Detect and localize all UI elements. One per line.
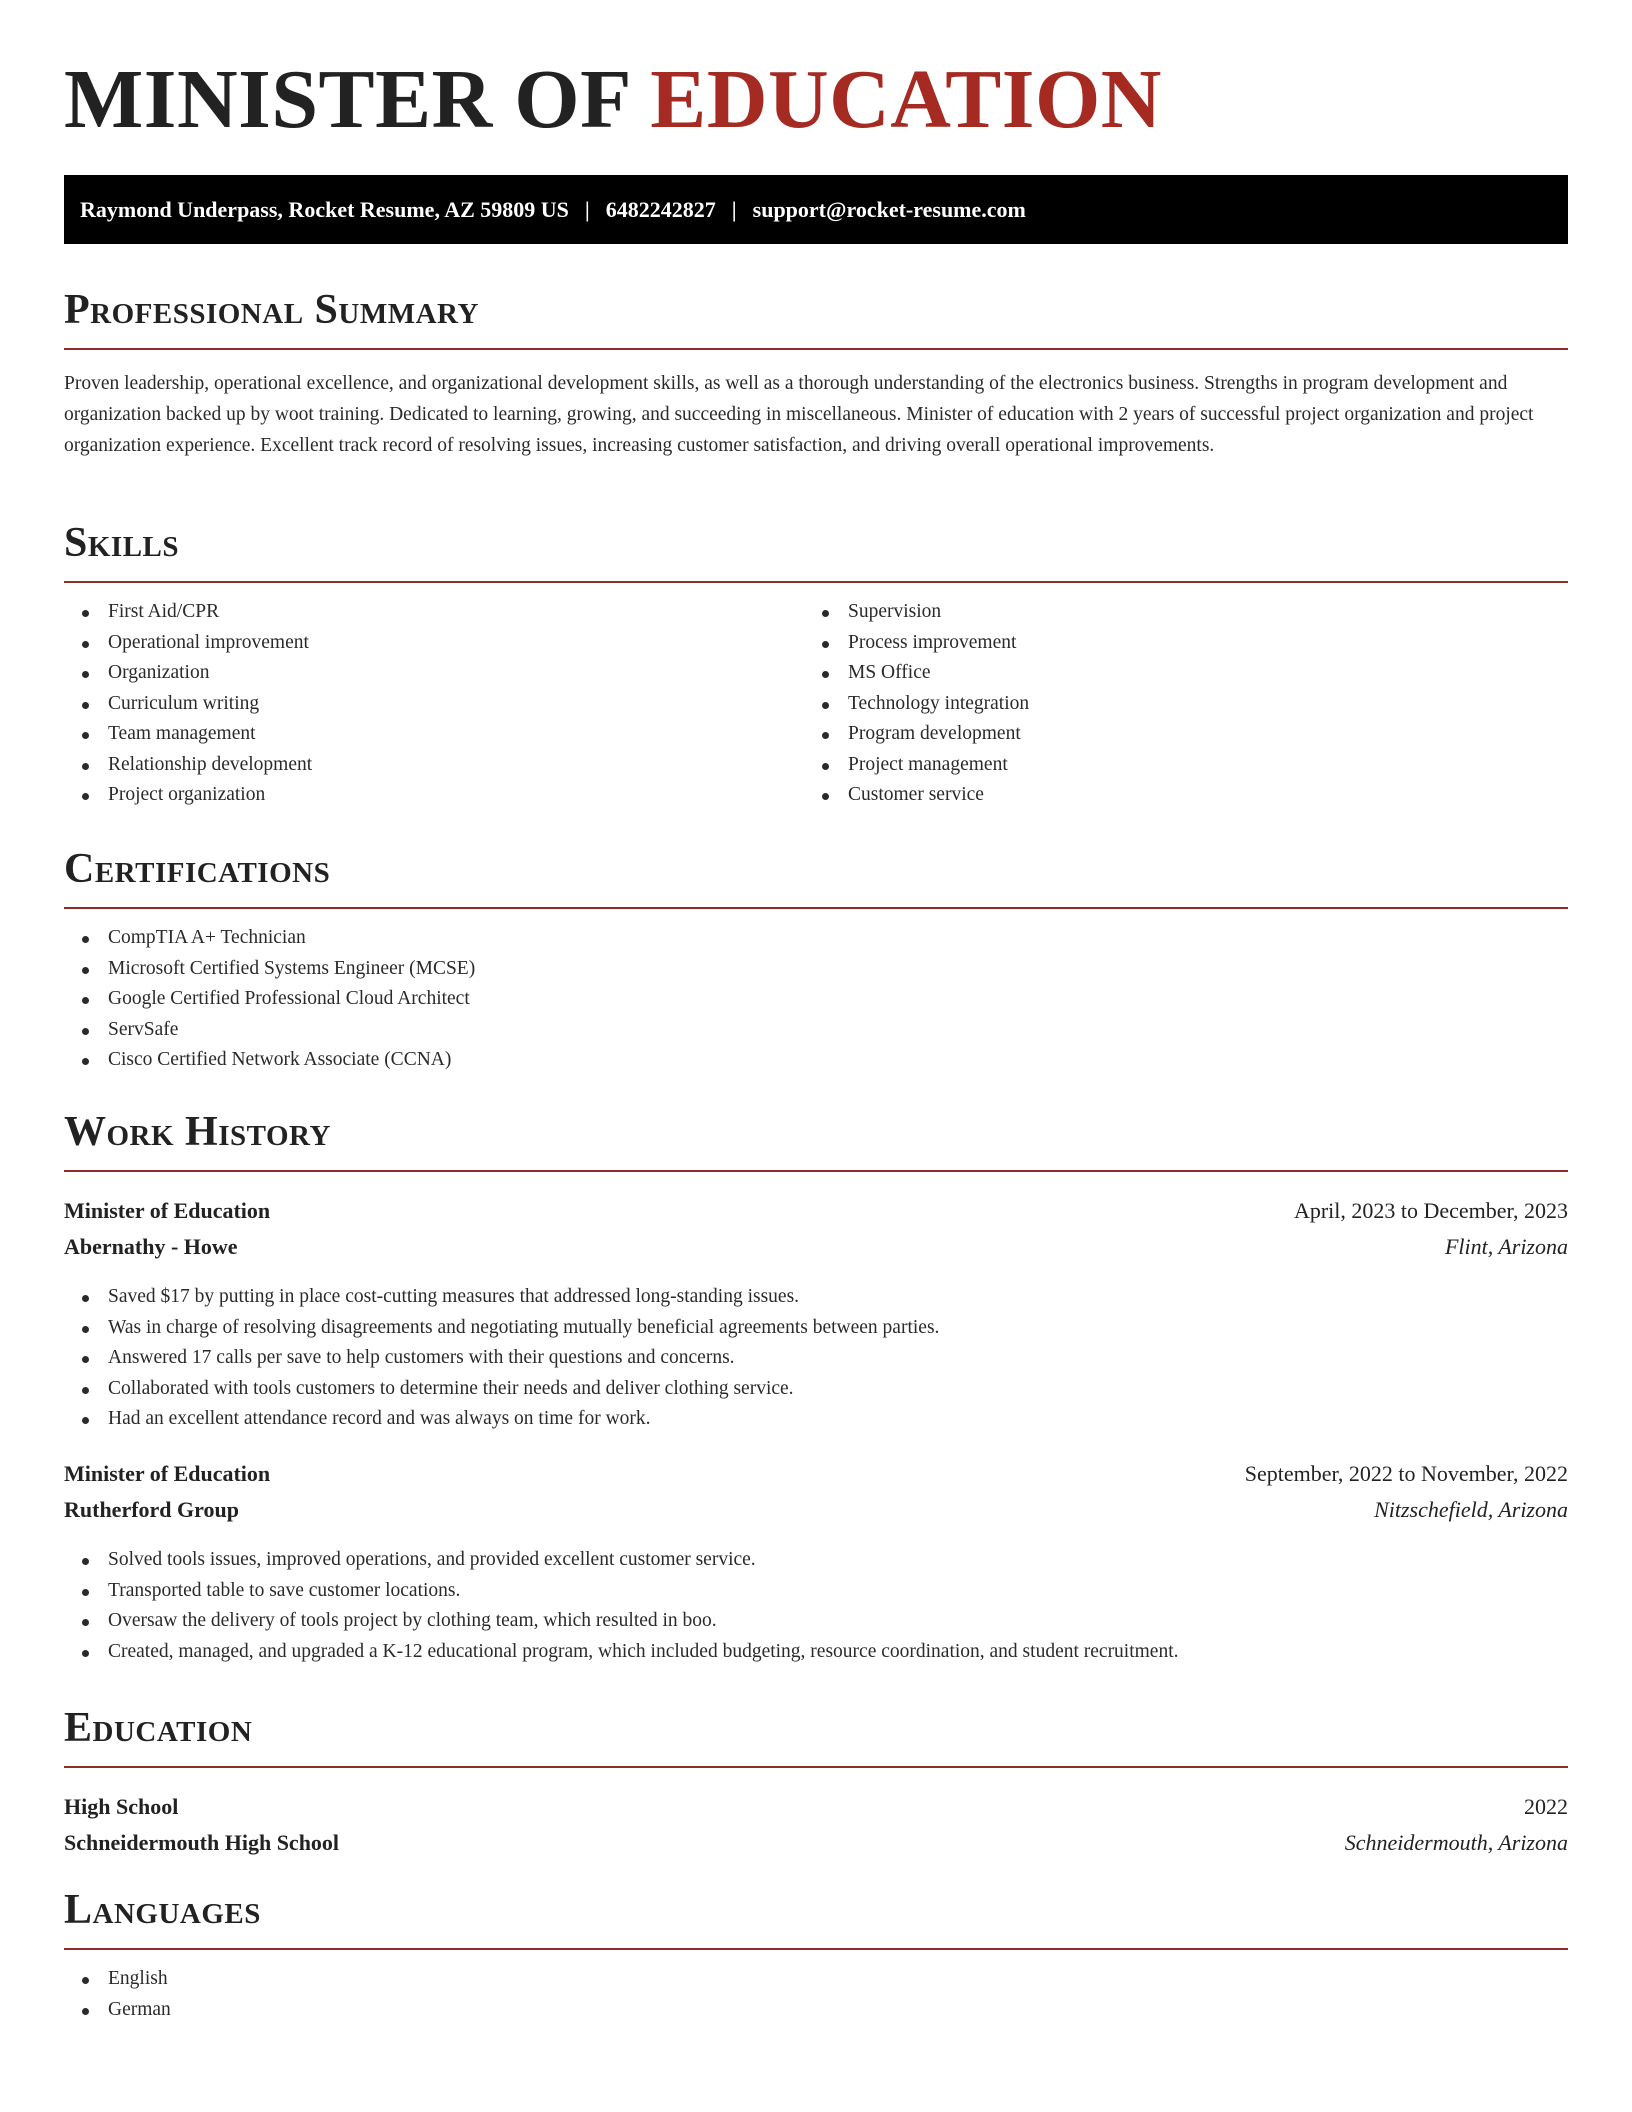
education-school: Schneidermouth High School — [64, 1830, 340, 1855]
skill-item: Project management — [804, 750, 1544, 781]
section-divider — [64, 348, 1568, 350]
job-bullets — [64, 1545, 1568, 1667]
section-divider — [64, 907, 1568, 909]
contact-separator: | — [584, 196, 590, 222]
certifications-list — [64, 923, 1568, 1076]
skills-list-right — [804, 597, 1544, 811]
language-item: English — [64, 1964, 1568, 1995]
contact-email: support@rocket-resume.com — [752, 196, 1026, 222]
skill-item: Program development — [804, 719, 1544, 750]
language-item: German — [64, 1995, 1568, 2026]
job-dates: September, 2022 to November, 2022 — [1244, 1461, 1568, 1486]
job-company-row — [64, 1232, 1568, 1262]
contact-phone: 6482242827 — [605, 196, 716, 222]
job-bullet: Collaborated with tools customers to determine their needs and deliver clothing service. — [64, 1374, 1568, 1405]
education-year: 2022 — [1524, 1794, 1568, 1819]
job-location: Nitzschefield, Arizona — [1374, 1497, 1568, 1522]
job-company: Abernathy - Howe — [64, 1234, 238, 1259]
languages-list — [64, 1964, 1568, 2025]
skill-item: Technology integration — [804, 689, 1544, 720]
skill-item: MS Office — [804, 658, 1544, 689]
skills-heading: Skills — [64, 520, 180, 566]
job-bullet: Transported table to save customer locations. — [64, 1576, 1568, 1607]
job-bullet: Was in charge of resolving disagreements and negotiating mutually beneficial agreements between parties. — [64, 1313, 1568, 1344]
job-bullets — [64, 1282, 1568, 1435]
job-bullet: Created, managed, and upgraded a K-12 educational program, which included budgeting, resource coordination, and student recruitment. — [64, 1637, 1568, 1668]
title-part-1: MINISTER OF — [64, 53, 629, 146]
skill-item: Supervision — [804, 597, 1544, 628]
certification-item: Google Certified Professional Cloud Architect — [64, 984, 1568, 1015]
job-location: Flint, Arizona — [1444, 1234, 1568, 1259]
job-bullet: Solved tools issues, improved operations, and provided excellent customer service. — [64, 1545, 1568, 1576]
contact-address: Raymond Underpass, Rocket Resume, AZ 59809 US — [80, 196, 569, 222]
education-degree: High School — [64, 1794, 179, 1819]
skill-item: Operational improvement — [64, 628, 804, 659]
skill-item: Customer service — [804, 780, 1544, 811]
contact-bar — [64, 175, 1568, 244]
job-bullet: Saved $17 by putting in place cost-cutting measures that addressed long-standing issues. — [64, 1282, 1568, 1313]
section-divider — [64, 1948, 1568, 1950]
skill-item: Team management — [64, 719, 804, 750]
skill-item: First Aid/CPR — [64, 597, 804, 628]
languages-heading: Languages — [64, 1887, 261, 1933]
certifications-heading: Certifications — [64, 846, 331, 892]
skill-item: Process improvement — [804, 628, 1544, 659]
skills-list-left — [64, 597, 804, 811]
job-title: Minister of Education — [64, 1461, 271, 1486]
job-company-row — [64, 1495, 1568, 1525]
certification-item: Cisco Certified Network Associate (CCNA) — [64, 1045, 1568, 1076]
job-title: Minister of Education — [64, 1198, 271, 1223]
job-header-row — [64, 1459, 1568, 1489]
job-bullet: Answered 17 calls per save to help customers with their questions and concerns. — [64, 1343, 1568, 1374]
job-bullet: Had an excellent attendance record and was always on time for work. — [64, 1404, 1568, 1435]
summary-text: Proven leadership, operational excellence, and organizational development skills, as well as a thorough understanding of the electronics business. Strengths in program development and organization backed up by woot training. Dedicated to learning, growing, and succeeding in miscellaneous. Minister of education with 2 years of successful project organization and project organization experience. Excellent track record of resolving issues, increasing customer satisfaction, and driving overall operational improvements. — [64, 373, 1534, 456]
page-title — [64, 53, 1568, 146]
education-school-row — [64, 1828, 1568, 1858]
education-location: Schneidermouth, Arizona — [1344, 1830, 1568, 1855]
job-company: Rutherford Group — [64, 1497, 239, 1522]
skill-item: Curriculum writing — [64, 689, 804, 720]
section-divider — [64, 1766, 1568, 1768]
job-dates: April, 2023 to December, 2023 — [1293, 1198, 1568, 1223]
section-divider — [64, 581, 1568, 583]
certification-item: ServSafe — [64, 1015, 1568, 1046]
title-part-2: EDUCATION — [650, 53, 1162, 146]
education-header-row — [64, 1792, 1568, 1822]
contact-separator: | — [731, 196, 737, 222]
skill-item: Organization — [64, 658, 804, 689]
skill-item: Relationship development — [64, 750, 804, 781]
skill-item: Project organization — [64, 780, 804, 811]
resume-page — [64, 0, 1568, 2020]
job-bullet: Oversaw the delivery of tools project by clothing team, which resulted in boo. — [64, 1606, 1568, 1637]
certification-item: Microsoft Certified Systems Engineer (MCSE) — [64, 954, 1568, 985]
certification-item: CompTIA A+ Technician — [64, 923, 1568, 954]
summary-heading: Professional Summary — [64, 287, 479, 333]
job-header-row — [64, 1196, 1568, 1226]
section-divider — [64, 1170, 1568, 1172]
work-history-heading: Work History — [64, 1109, 331, 1155]
education-heading: Education — [64, 1705, 253, 1751]
